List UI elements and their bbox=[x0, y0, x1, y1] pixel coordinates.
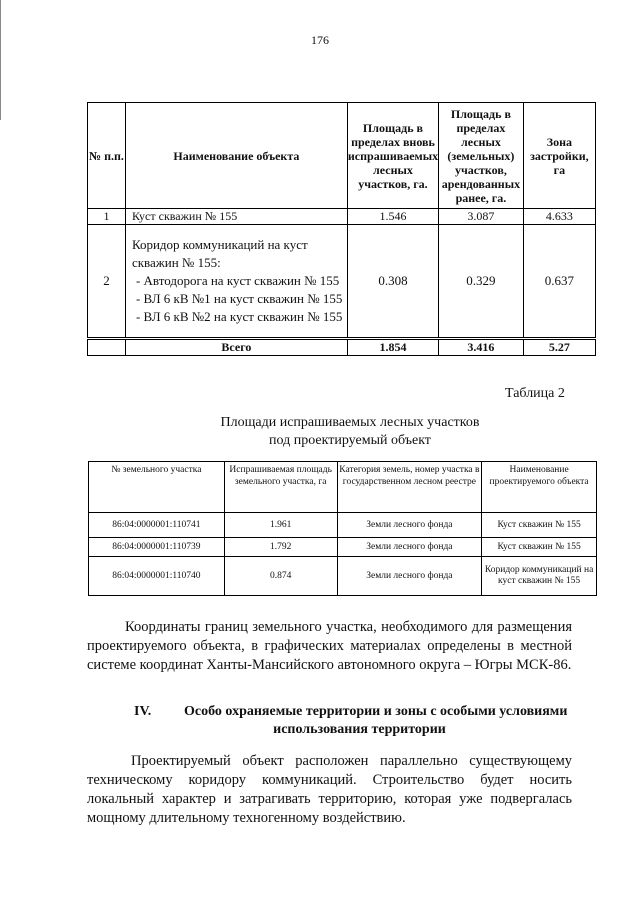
total-label: Всего bbox=[125, 339, 347, 356]
forest-parcels-table bbox=[88, 461, 597, 596]
scan-edge-line bbox=[0, 0, 1, 120]
table2-title-line2: под проектируемый объект bbox=[269, 433, 431, 448]
section-number: IV. bbox=[134, 704, 152, 719]
table-row bbox=[89, 513, 597, 538]
cell-category: Земли лесного фонда bbox=[337, 538, 482, 557]
col-header-category: Категория земель, номер участка в государственном лесном реестре bbox=[337, 462, 482, 513]
table-row bbox=[89, 557, 597, 596]
cell-object: Куст скважин № 155 bbox=[482, 513, 597, 538]
table-row bbox=[88, 225, 596, 339]
cell-category: Земли лесного фонда bbox=[337, 513, 482, 538]
objects-area-table bbox=[87, 102, 596, 356]
col-header-area-new: Площадь в пределах вновь испрашиваемых лесных участков, га. bbox=[347, 103, 438, 209]
cell-area: 0.874 bbox=[224, 557, 337, 596]
table-row bbox=[89, 538, 597, 557]
corridor-title: Коридор коммуникаций на куст скважин № 155: bbox=[131, 237, 308, 270]
cell-area-rented: 3.087 bbox=[439, 209, 524, 225]
total-area-new: 1.854 bbox=[347, 339, 438, 356]
cell-name bbox=[125, 225, 347, 339]
cell-zone: 0.637 bbox=[523, 225, 595, 339]
cell-area: 1.961 bbox=[224, 513, 337, 538]
col-header-zone: Зона застройки, га bbox=[523, 103, 595, 209]
table-header-row bbox=[89, 462, 597, 513]
cell-num: 1 bbox=[88, 209, 126, 225]
col-header-area-rented: Площадь в пределах лесных (земельных) участков, арендованных ранее, га. bbox=[439, 103, 524, 209]
cell-parcel: 86:04:0000001:110739 bbox=[89, 538, 225, 557]
col-header-parcel: № земельного участка bbox=[89, 462, 225, 513]
cell-category: Земли лесного фонда bbox=[337, 557, 482, 596]
cell-num bbox=[88, 339, 126, 356]
col-header-object: Наименование проектируемого объекта bbox=[482, 462, 597, 513]
col-header-num: № п.п. bbox=[88, 103, 126, 209]
section-heading bbox=[87, 703, 592, 739]
table-total-row bbox=[88, 339, 596, 356]
total-area-rented: 3.416 bbox=[439, 339, 524, 356]
total-zone: 5.27 bbox=[523, 339, 595, 356]
cell-parcel: 86:04:0000001:110740 bbox=[89, 557, 225, 596]
cell-object: Коридор коммуникаций на куст скважин № 155 bbox=[482, 557, 597, 596]
table-row bbox=[88, 209, 596, 225]
corridor-item: - ВЛ 6 кВ №1 на куст скважин № 155 bbox=[135, 291, 343, 306]
cell-zone: 4.633 bbox=[523, 209, 595, 225]
coordinates-paragraph: Координаты границ земельного участка, необходимого для размещения проектируемого объекта, в графических материалах определены в местной системе координат Ханты-Мансийского автономного округа – Югры МСК-86. bbox=[87, 619, 572, 673]
col-header-name: Наименование объекта bbox=[125, 103, 347, 209]
table2-title-line1: Площади испрашиваемых лесных участков bbox=[220, 415, 480, 430]
cell-area: 1.792 bbox=[224, 538, 337, 557]
corridor-item: - Автодорога на куст скважин № 155 bbox=[135, 273, 340, 288]
cell-area-new: 0.308 bbox=[347, 225, 438, 339]
table2-label: Таблица 2 bbox=[505, 386, 565, 401]
cell-num: 2 bbox=[88, 225, 126, 339]
table-header-row bbox=[88, 103, 596, 209]
col-header-area: Испрашиваемая площадь земельного участка, га bbox=[224, 462, 337, 513]
cell-name: Куст скважин № 155 bbox=[125, 209, 347, 225]
cell-area-rented: 0.329 bbox=[439, 225, 524, 339]
cell-area-new: 1.546 bbox=[347, 209, 438, 225]
project-paragraph: Проектируемый объект расположен параллельно существующему техническому коридору коммуникаций. Строительство будет носить локальный характер и затрагивать территорию, которая уже подвергалась мощному длительному техногенному воздействию. bbox=[87, 753, 572, 826]
cell-parcel: 86:04:0000001:110741 bbox=[89, 513, 225, 538]
cell-object: Куст скважин № 155 bbox=[482, 538, 597, 557]
corridor-item: - ВЛ 6 кВ №2 на куст скважин № 155 bbox=[135, 309, 343, 324]
section-title-line1: Особо охраняемые территории и зоны с особыми условиями bbox=[184, 704, 568, 719]
section-title-line2: использования территории bbox=[273, 722, 446, 737]
page-number: 176 bbox=[311, 33, 329, 47]
